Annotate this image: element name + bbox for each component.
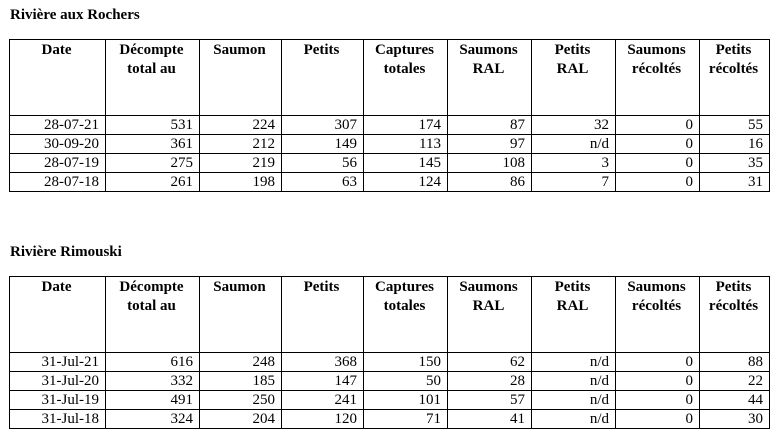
column-header [10, 40, 106, 116]
column-header [448, 277, 532, 353]
value-cell: 32 [532, 116, 616, 135]
column-header-line: totales [383, 61, 426, 77]
column-header-line: RAL [472, 61, 505, 77]
value-cell: 241 [282, 391, 364, 410]
value-cell: n/d [532, 410, 616, 429]
column-header [532, 277, 616, 353]
value-cell: 88 [700, 353, 770, 372]
column-header-line: récoltés [708, 61, 759, 77]
value-cell: 147 [282, 372, 364, 391]
column-header-line: RAL [556, 61, 589, 77]
value-cell: 185 [200, 372, 282, 391]
column-header-line: Saumons [459, 279, 518, 295]
header-row [10, 277, 770, 353]
value-cell: 0 [616, 135, 700, 154]
value-cell: 324 [106, 410, 200, 429]
value-cell: 219 [200, 154, 282, 173]
column-header-line: totales [383, 298, 426, 314]
column-header [532, 40, 616, 116]
value-cell: 174 [364, 116, 448, 135]
date-cell: 31-Jul-20 [10, 372, 106, 391]
value-cell: 261 [106, 173, 200, 192]
value-cell: 531 [106, 116, 200, 135]
column-header-line: Saumons [627, 42, 686, 58]
value-cell: 307 [282, 116, 364, 135]
value-cell: 0 [616, 372, 700, 391]
column-header [616, 40, 700, 116]
value-cell: 0 [616, 353, 700, 372]
date-cell: 28-07-19 [10, 154, 106, 173]
value-cell: 71 [364, 410, 448, 429]
value-cell: 55 [700, 116, 770, 135]
value-cell: 108 [448, 154, 532, 173]
column-header-line: récoltés [631, 298, 682, 314]
column-header-line: Saumon [213, 42, 266, 58]
table-row [10, 353, 770, 372]
column-header-line: Décompte [119, 42, 184, 58]
table-row [10, 116, 770, 135]
column-header [364, 40, 448, 116]
column-header [106, 40, 200, 116]
value-cell: 50 [364, 372, 448, 391]
column-header-line: Saumons [627, 279, 686, 295]
value-cell: 3 [532, 154, 616, 173]
value-cell: 97 [448, 135, 532, 154]
value-cell: 150 [364, 353, 448, 372]
value-cell: 120 [282, 410, 364, 429]
value-cell: 224 [200, 116, 282, 135]
value-cell: 16 [700, 135, 770, 154]
value-cell: 28 [448, 372, 532, 391]
column-header-line: total au [127, 61, 176, 77]
value-cell: 35 [700, 154, 770, 173]
table-row [10, 372, 770, 391]
column-header-line: Petits [554, 279, 591, 295]
value-cell: 87 [448, 116, 532, 135]
value-cell: 22 [700, 372, 770, 391]
date-cell: 30-09-20 [10, 135, 106, 154]
column-header-line: Petits [715, 42, 752, 58]
value-cell: 101 [364, 391, 448, 410]
value-cell: n/d [532, 135, 616, 154]
date-cell: 31-Jul-18 [10, 410, 106, 429]
value-cell: 41 [448, 410, 532, 429]
table-row [10, 173, 770, 192]
value-cell: 149 [282, 135, 364, 154]
column-header-line: Date [41, 42, 72, 58]
column-header-line: Décompte [119, 279, 184, 295]
column-header-line: Captures [375, 279, 434, 295]
section-title-riviere-rimouski: Rivière Rimouski [10, 244, 122, 260]
value-cell: 145 [364, 154, 448, 173]
column-header [364, 277, 448, 353]
date-cell: 28-07-21 [10, 116, 106, 135]
value-cell: n/d [532, 372, 616, 391]
value-cell: 0 [616, 173, 700, 192]
column-header-line: Captures [375, 42, 434, 58]
value-cell: 250 [200, 391, 282, 410]
column-header-line: récoltés [631, 61, 682, 77]
value-cell: 86 [448, 173, 532, 192]
value-cell: 491 [106, 391, 200, 410]
value-cell: 30 [700, 410, 770, 429]
value-cell: 0 [616, 410, 700, 429]
value-cell: 31 [700, 173, 770, 192]
column-header-line: Saumons [459, 42, 518, 58]
value-cell: 616 [106, 353, 200, 372]
column-header [282, 40, 364, 116]
value-cell: 57 [448, 391, 532, 410]
table-riviere-rimouski [9, 276, 770, 429]
section-title-riviere-aux-rochers: Rivière aux Rochers [10, 7, 140, 23]
value-cell: 124 [364, 173, 448, 192]
column-header-line: Date [41, 279, 72, 295]
column-header-line: Petits [554, 42, 591, 58]
date-cell: 31-Jul-19 [10, 391, 106, 410]
value-cell: n/d [532, 391, 616, 410]
column-header-line: Petits [303, 42, 340, 58]
value-cell: 7 [532, 173, 616, 192]
column-header [10, 277, 106, 353]
value-cell: 0 [616, 391, 700, 410]
column-header [200, 277, 282, 353]
column-header [282, 277, 364, 353]
column-header-line: récoltés [708, 298, 759, 314]
date-cell: 31-Jul-21 [10, 353, 106, 372]
value-cell: 204 [200, 410, 282, 429]
column-header [700, 277, 770, 353]
value-cell: 56 [282, 154, 364, 173]
value-cell: 248 [200, 353, 282, 372]
value-cell: 63 [282, 173, 364, 192]
table-row [10, 410, 770, 429]
column-header [700, 40, 770, 116]
date-cell: 28-07-18 [10, 173, 106, 192]
value-cell: 332 [106, 372, 200, 391]
column-header-line: Petits [715, 279, 752, 295]
column-header-line: RAL [472, 298, 505, 314]
column-header-line: RAL [556, 298, 589, 314]
table-row [10, 135, 770, 154]
value-cell: 275 [106, 154, 200, 173]
column-header [106, 277, 200, 353]
column-header [200, 40, 282, 116]
column-header-line: total au [127, 298, 176, 314]
table-row [10, 154, 770, 173]
value-cell: n/d [532, 353, 616, 372]
table-riviere-aux-rochers [9, 39, 770, 192]
value-cell: 0 [616, 116, 700, 135]
value-cell: 113 [364, 135, 448, 154]
value-cell: 368 [282, 353, 364, 372]
column-header-line: Saumon [213, 279, 266, 295]
value-cell: 0 [616, 154, 700, 173]
table-row [10, 391, 770, 410]
value-cell: 62 [448, 353, 532, 372]
column-header [448, 40, 532, 116]
column-header-line: Petits [303, 279, 340, 295]
value-cell: 212 [200, 135, 282, 154]
column-header [616, 277, 700, 353]
value-cell: 361 [106, 135, 200, 154]
value-cell: 198 [200, 173, 282, 192]
value-cell: 44 [700, 391, 770, 410]
header-row [10, 40, 770, 116]
